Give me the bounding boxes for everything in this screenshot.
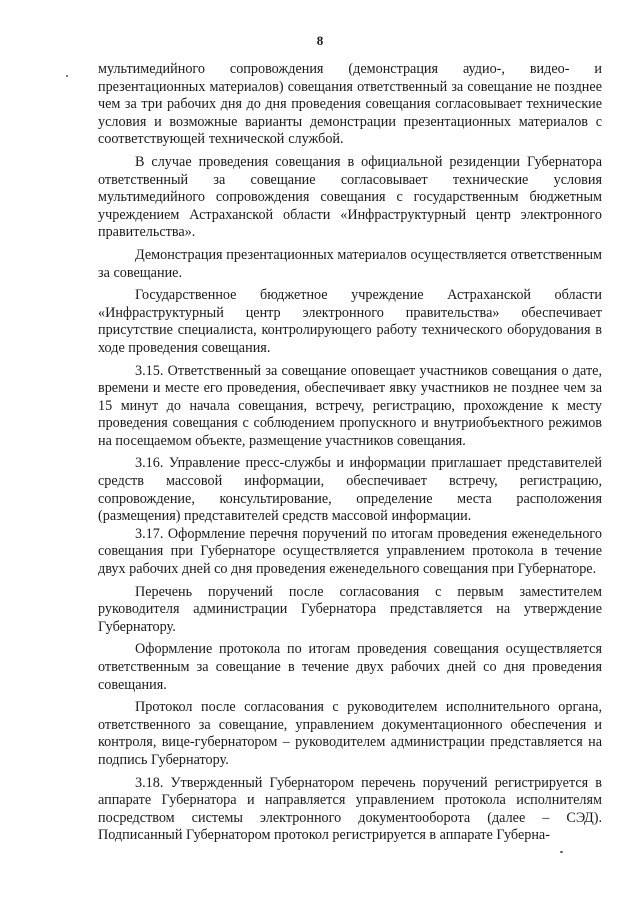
paragraph-residence: В случае проведения совещания в официальной резиденции Губернатора ответственный за совещание согласовывает технические условия мультимедийного сопровождения совещания с государственным бюджетным учреждением Астраханской области «Инфраструктурный центр электронного правительства». xyxy=(98,153,602,241)
paragraph-instructions-list: Перечень поручений после согласования с первым заместителем руководителя администрации Губернатора представляется на утверждение Губернатору. xyxy=(98,583,602,635)
paragraph-3-17: 3.17. Оформление перечня поручений по итогам проведения еженедельного совещания при Губернаторе осуществляется управлением протокола в течение двух рабочих дней со дня проведения еженедельного совещания при Губернаторе. xyxy=(98,525,602,578)
scan-speck-right xyxy=(560,851,563,853)
scan-speck-left xyxy=(66,75,68,77)
document-body xyxy=(98,61,602,845)
paragraph-protocol-drafting: Оформление протокола по итогам проведения совещания осуществляется ответственным за совещание в течение двух рабочих дней со дня проведения совещания. xyxy=(98,641,602,693)
paragraph-infrastructure-center: Государственное бюджетное учреждение Астраханской области «Инфраструктурный центр электронного правительства» обеспечивает присутствие специалиста, контролирующего работу технического оборудования в ходе проведения совещания. xyxy=(98,287,602,356)
paragraph-demonstration: Демонстрация презентационных материалов осуществляется ответственным за совещание. xyxy=(98,246,602,281)
paragraph-3-15: 3.15. Ответственный за совещание оповещает участников совещания о дате, времени и месте его проведения, обеспечивает явку участников не позднее чем за 15 минут до начала совещания, встречу, регистрацию, прохождение к месту проведения совещания с соблюдением пропускного и внутриобъектного режимов на посещаемом объекте, размещение участников совещания. xyxy=(98,362,602,449)
paragraph-continuation: мультимедийного сопровождения (демонстрация аудио-, видео- и презентационных материалов) совещания ответственный за совещание не позднее чем за три рабочих дня до дня проведения совещания согласовывает технические условия и возможные варианты демонстрации презентационных материалов с соответствующей технической службой. xyxy=(98,61,602,148)
paragraph-3-16: 3.16. Управление пресс-службы и информации приглашает представителей средств массовой информации, обеспечивает встречу, регистрацию, сопровождение, консультирование, определение места расположения (размещения) представителей средств массовой информации. xyxy=(98,455,602,525)
paragraph-3-18: 3.18. Утвержденный Губернатором перечень поручений регистрируется в аппарате Губернатора и направляется управлением протокола исполнителям посредством системы электронного документооборота (далее – СЭД). Подписанный Губернатором протокол регистрируется в аппарате Губерна- xyxy=(98,774,602,844)
paragraph-protocol-approval: Протокол после согласования с руководителем исполнительного органа, ответственного за совещание, управлением документационного обеспечения и контроля, вице-губернатором – руководителем администрации представляется на подпись Губернатору. xyxy=(98,699,602,768)
page-number: 8 xyxy=(316,33,324,48)
